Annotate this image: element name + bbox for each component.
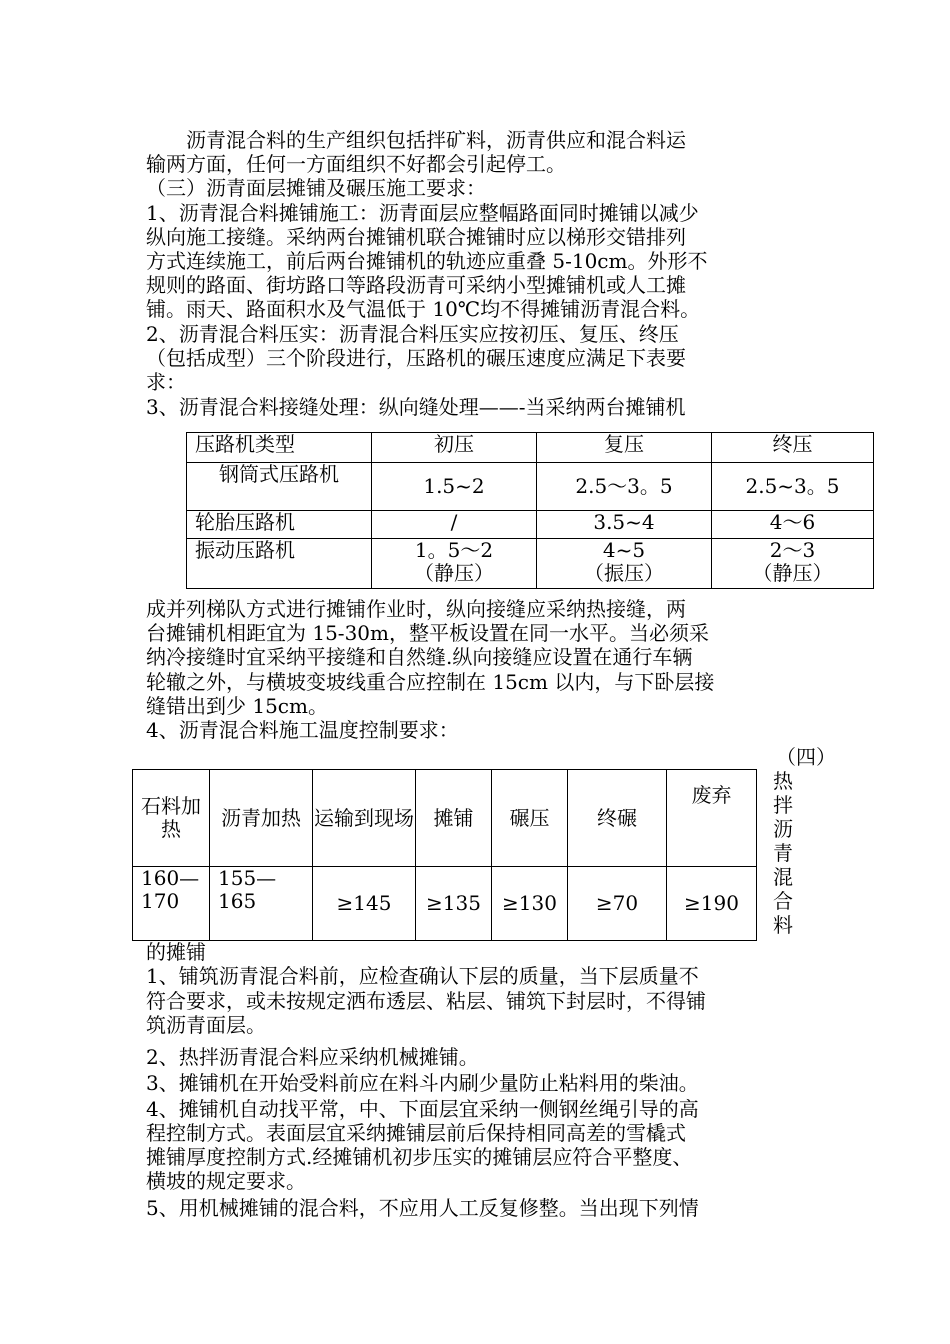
table-header-cell: 摊铺 [416, 770, 492, 867]
side-heading-char: 混 [773, 865, 793, 889]
paragraph-line: 程控制方式。表面层宜采纳摊铺层前后保持相同高差的雪橇式 [146, 1121, 686, 1145]
side-heading-char: 青 [773, 841, 793, 865]
paragraph-line: 4、沥青混合料施工温度控制要求： [146, 718, 459, 742]
paragraph-line: 轮辙之外，与横坡变坡线重合应控制在 15cm 以内，与下卧层接 [146, 670, 715, 694]
paragraph-line: 求： [146, 370, 186, 394]
cell-value: 2～3 [769, 538, 816, 562]
table-cell: 轮胎压路机 [187, 511, 372, 539]
cell-value: 4~5 [602, 538, 646, 562]
paragraph-line: 2、热拌沥青混合料应采纳机械摊铺。 [146, 1045, 479, 1069]
table-cell: 振动压路机 [187, 539, 372, 589]
table-header-row [133, 770, 757, 867]
side-heading-char: 热 [773, 769, 793, 793]
table-header-row [187, 433, 874, 463]
paragraph-line: 纵向施工接缝。采纳两台摊铺机联合摊铺时应以梯形交错排列 [146, 225, 686, 249]
paragraph-line: 4、摊铺机自动找平常，中、下面层宜采纳一侧钢丝绳引导的高 [146, 1097, 699, 1121]
side-heading-char: 合 [773, 889, 793, 913]
section-heading: （三）沥青面层摊铺及碾压施工要求： [146, 176, 486, 200]
table-cell: 钢筒式压路机 [187, 463, 372, 511]
table-row [187, 463, 874, 511]
table-row [187, 511, 874, 539]
table-cell: 155—165 [210, 867, 313, 941]
table-header-cell: 沥青加热 [210, 770, 313, 867]
table-cell: 4～6 [712, 511, 874, 539]
table-cell: ≥190 [667, 867, 757, 941]
paragraph-line: 3、摊铺机在开始受料前应在料斗内刷少量防止粘料用的柴油。 [146, 1071, 699, 1095]
table-cell [537, 539, 712, 589]
paragraph-line: 规则的路面、街坊路口等路段沥青可采纳小型摊铺机或人工摊 [146, 273, 686, 297]
cell-note: （振压） [584, 561, 664, 585]
paragraph-line: 符合要求，或未按规定洒布透层、粘层、铺筑下封层时，不得铺 [146, 989, 706, 1013]
paragraph-line: 筑沥青面层。 [146, 1013, 266, 1037]
table-cell: ≥130 [492, 867, 568, 941]
table-cell [372, 539, 537, 589]
table-header-cell: 终碾 [568, 770, 667, 867]
paragraph-line: 方式连续施工，前后两台摊铺机的轨迹应重叠 5-10cm。外形不 [146, 249, 708, 273]
paragraph-line: 缝错出到少 15cm。 [146, 694, 328, 718]
paragraph-line: 摊铺厚度控制方式.经摊铺机初步压实的摊铺层应符合平整度、 [146, 1145, 693, 1169]
table-cell: / [372, 511, 537, 539]
table-header-cell: 运输到现场 [313, 770, 416, 867]
side-heading-char: 沥 [773, 817, 793, 841]
table-cell: 160—170 [133, 867, 210, 941]
table-header-cell: 废弃 [667, 770, 757, 867]
paragraph-line: 3、沥青混合料接缝处理：纵向缝处理——-当采纳两台摊铺机 [146, 395, 686, 419]
table-header-cell: 碾压 [492, 770, 568, 867]
side-heading-number: （四） [776, 745, 836, 769]
paragraph-line: 1、铺筑沥青混合料前，应检查确认下层的质量，当下层质量不 [146, 964, 699, 988]
paragraph-line: 1、沥青混合料摊铺施工：沥青面层应整幅路面同时摊铺以减少 [146, 201, 699, 225]
table-row [187, 539, 874, 589]
paragraph-line: 输两方面，任何一方面组织不好都会引起停工。 [146, 152, 566, 176]
table-cell: ≥135 [416, 867, 492, 941]
temperature-table [132, 769, 757, 941]
table-header-cell: 终压 [712, 433, 874, 463]
table-header-cell: 石料加热 [133, 770, 210, 867]
paragraph-line: 铺。雨天、路面积水及气温低于 10℃均不得摊铺沥青混合料。 [146, 297, 701, 321]
table-header-cell: 初压 [372, 433, 537, 463]
paragraph-line: 成并列梯队方式进行摊铺作业时，纵向接缝应采纳热接缝，两 [146, 597, 686, 621]
side-heading-char: 料 [773, 913, 793, 937]
paragraph-line: 横坡的规定要求。 [146, 1169, 306, 1193]
cell-note: （静压） [414, 561, 494, 585]
side-heading-vertical [771, 769, 795, 937]
table-cell: ≥70 [568, 867, 667, 941]
paragraph-line: 5、用机械摊铺的混合料，不应用人工反复修整。当出现下列情 [146, 1196, 699, 1220]
table-cell [712, 539, 874, 589]
table-cell: ≥145 [313, 867, 416, 941]
table-header-cell: 复压 [537, 433, 712, 463]
paragraph-line: 台摊铺机相距宜为 15-30m，整平板设置在同一水平。当必须采 [146, 621, 709, 645]
roller-speed-table [186, 432, 874, 589]
side-heading-tail: 的摊铺 [146, 940, 206, 964]
table-cell: 2.5～3。5 [537, 463, 712, 511]
side-heading-char: 拌 [773, 793, 793, 817]
table-cell: 1.5~2 [372, 463, 537, 511]
table-row [133, 867, 757, 941]
cell-value: 1。5～2 [414, 538, 494, 562]
cell-note: （静压） [752, 561, 833, 585]
paragraph-line: （包括成型）三个阶段进行，压路机的碾压速度应满足下表要 [146, 346, 686, 370]
table-cell: 3.5~4 [537, 511, 712, 539]
table-header-cell: 压路机类型 [187, 433, 372, 463]
paragraph-line: 纳冷接缝时宜采纳平接缝和自然缝.纵向接缝应设置在通行车辆 [146, 645, 693, 669]
table-cell: 2.5~3。5 [712, 463, 874, 511]
paragraph-line: 沥青混合料的生产组织包括拌矿料，沥青供应和混合料运 [146, 128, 686, 152]
paragraph-line: 2、沥青混合料压实：沥青混合料压实应按初压、复压、终压 [146, 322, 679, 346]
